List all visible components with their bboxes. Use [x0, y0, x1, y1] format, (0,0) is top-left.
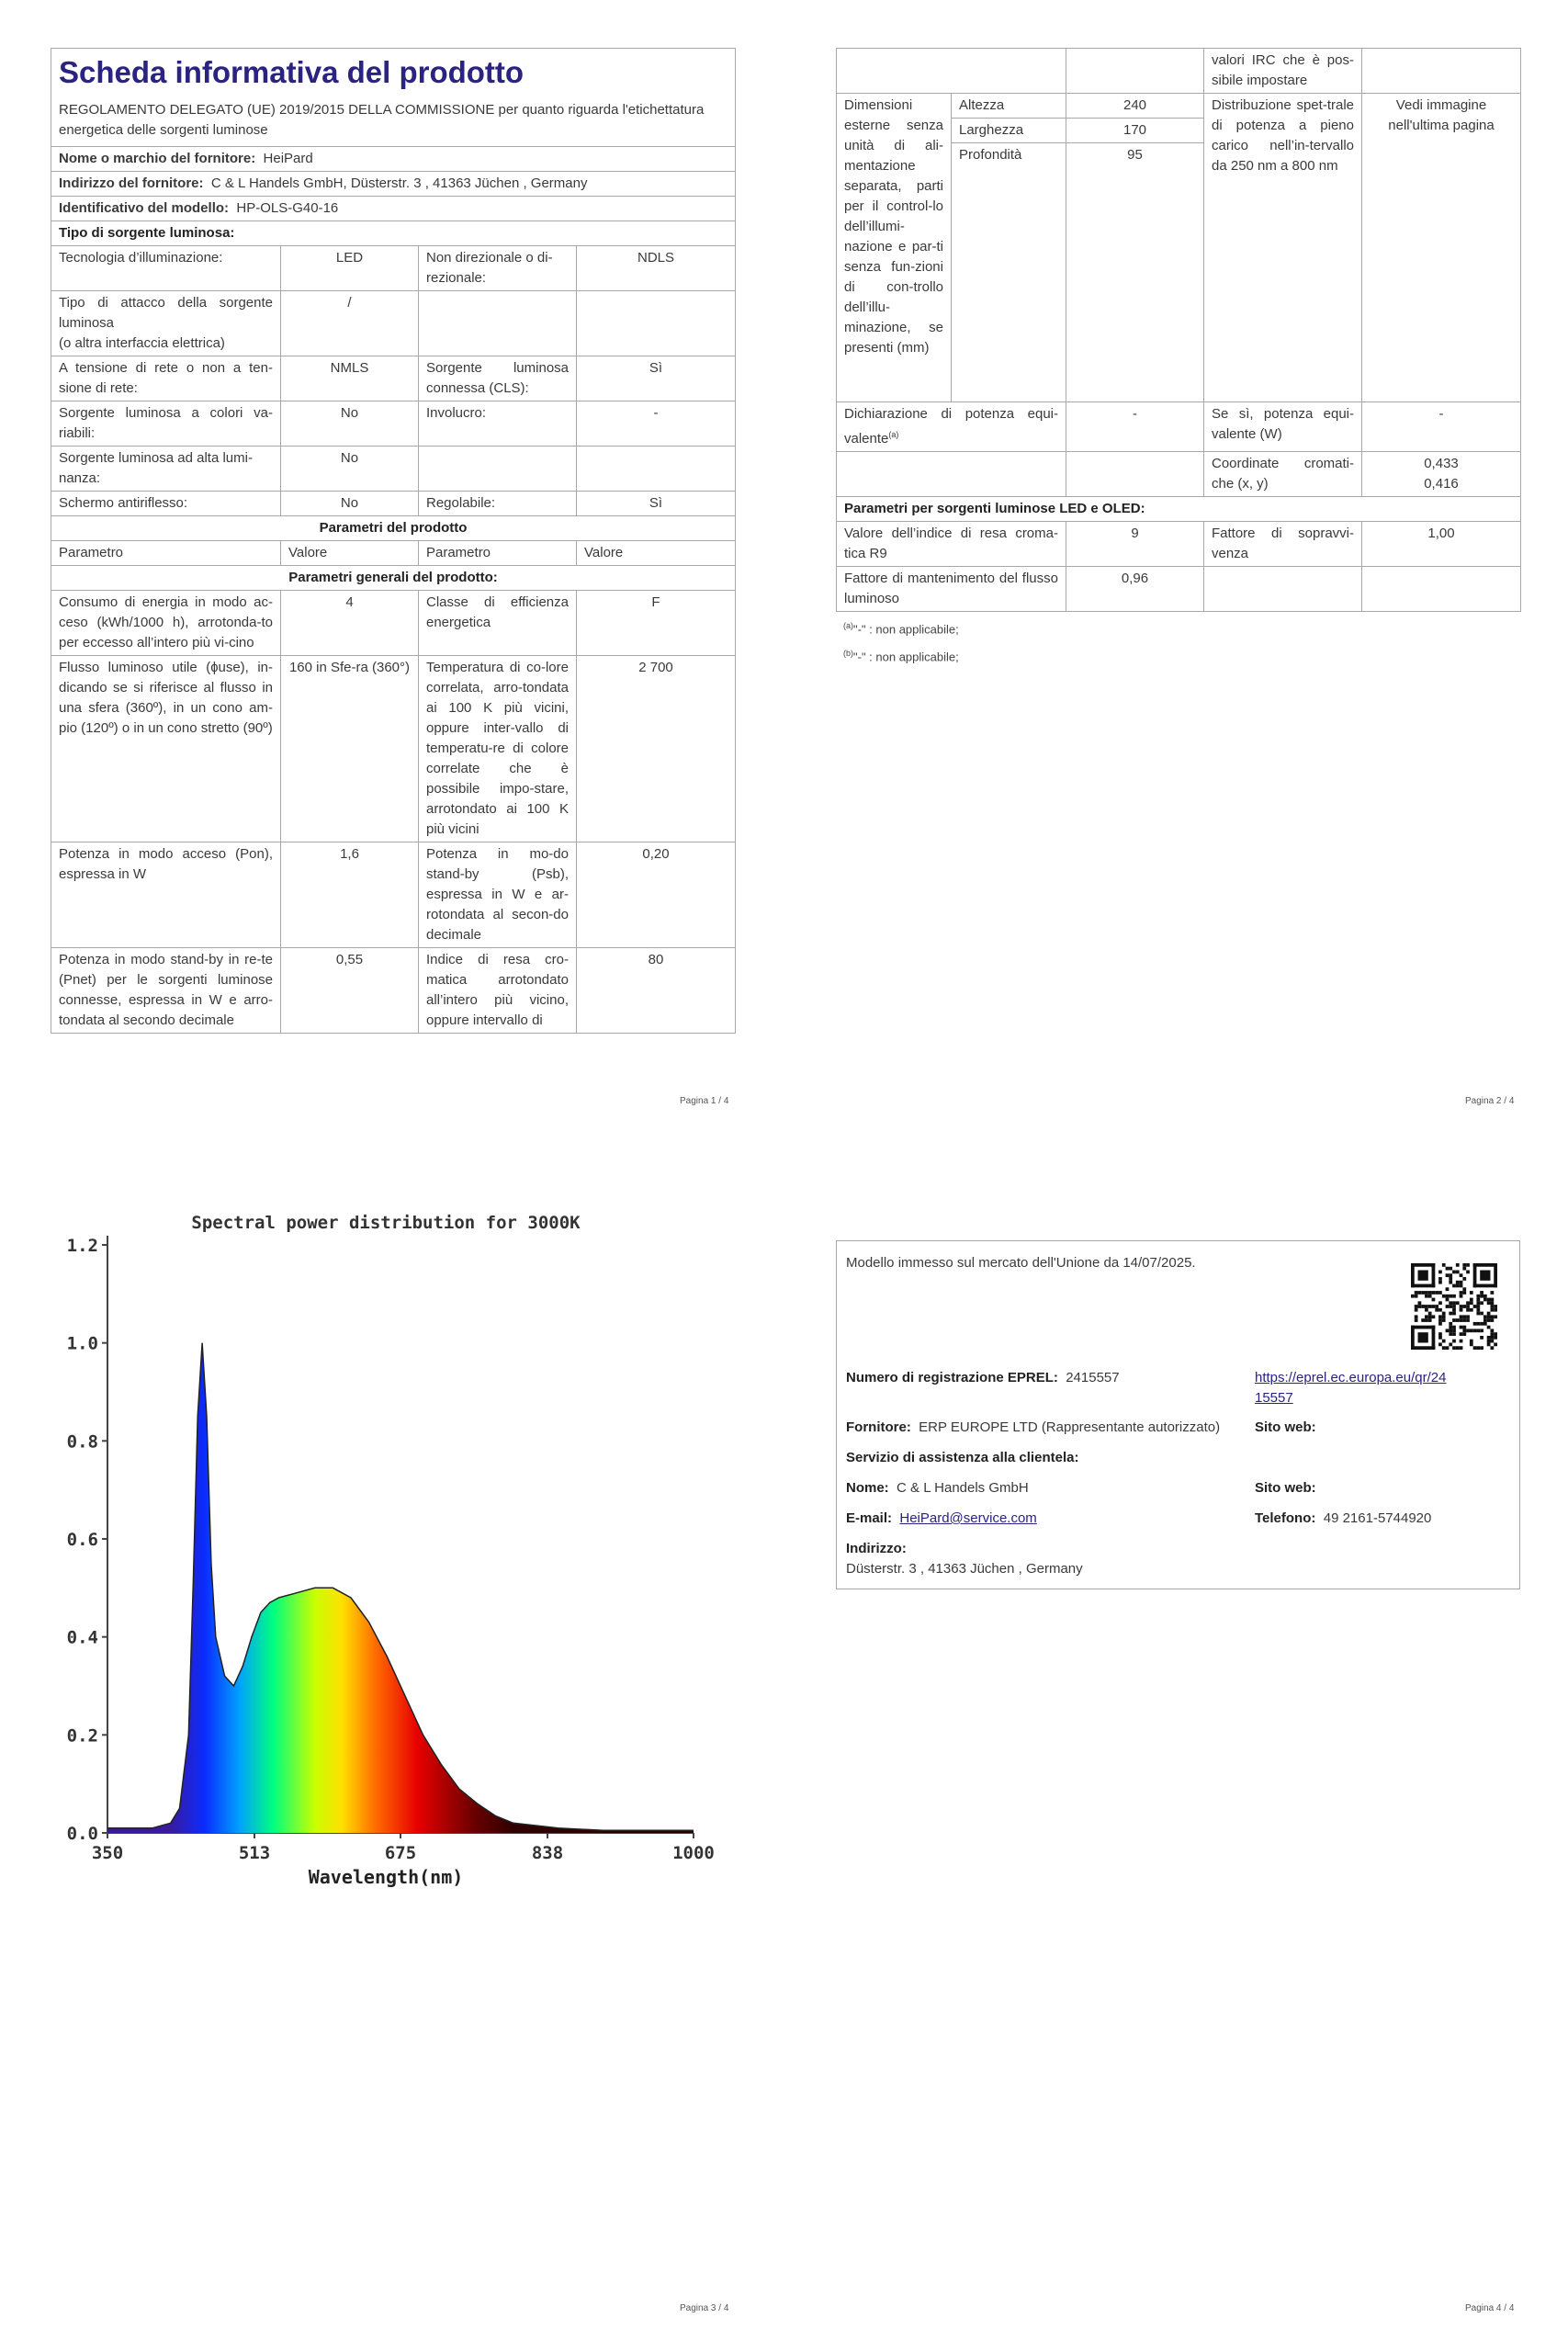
x-tick-label: 350 — [91, 1843, 124, 1863]
light-source-type-label: Tipo di sorgente luminosa: — [51, 221, 736, 246]
y-tick-label: 1.2 — [66, 1236, 98, 1256]
address-label: Indirizzo: — [846, 1541, 907, 1556]
value-cell: 160 in Sfe-ra (360°) — [281, 656, 419, 842]
param-cell: Sorgente luminosa a colori va-riabili: — [51, 401, 281, 447]
x-tick-label: 838 — [531, 1843, 564, 1863]
param-cell — [837, 49, 1066, 94]
page-number: Pagina 1 / 4 — [680, 1096, 729, 1106]
email-link[interactable]: HeiPard@service.com — [899, 1510, 1037, 1526]
footnote-ref: (a) — [888, 430, 899, 439]
service-label: Servizio di assistenza alla clientela: — [846, 1450, 1079, 1465]
page-2 — [836, 48, 1520, 670]
value-cell: NMLS — [281, 356, 419, 401]
phone-value: 49 2161-5744920 — [1323, 1510, 1432, 1526]
chromaticity-label: Coordinate cromati-che (x, y) — [1204, 452, 1362, 497]
param-cell — [419, 291, 577, 356]
led-params-header: Parametri per sorgenti luminose LED e OLED: — [837, 497, 1521, 522]
value-cell: 0,96 — [1066, 567, 1204, 612]
eprel-link[interactable] — [1255, 1368, 1446, 1408]
param-cell: A tensione di rete o non a ten-sione di rete: — [51, 356, 281, 401]
page-3 — [51, 1208, 735, 1925]
table-row — [51, 291, 736, 356]
supplier-address: C & L Handels GmbH, Düsterstr. 3 , 41363 Jüchen , Germany — [210, 175, 588, 191]
y-tick-label: 0.0 — [66, 1824, 98, 1844]
dimension-name: Larghezza — [952, 119, 1066, 143]
value-cell — [1066, 49, 1204, 94]
param-text-2: (o altra interfaccia elettrica) — [59, 335, 225, 351]
website2-row — [1255, 1478, 1316, 1498]
chromaticity-x: 0,433 — [1424, 456, 1459, 471]
param-cell: Potenza in mo-do stand-by (Psb), espressa in W e ar-rotondata al secon-do decimale — [419, 842, 577, 948]
eprel-number: 2415557 — [1066, 1370, 1120, 1385]
y-tick-label: 0.2 — [66, 1725, 98, 1747]
table-row — [51, 842, 736, 948]
eprel-row — [846, 1368, 1120, 1388]
x-tick-label: 1000 — [672, 1843, 715, 1863]
email-row — [846, 1509, 1037, 1529]
value-cell: NDLS — [577, 246, 736, 291]
value-cell: 1,6 — [281, 842, 419, 948]
page-1 — [51, 48, 735, 1034]
param-cell — [51, 291, 281, 356]
supplier-name-row — [51, 147, 736, 172]
page-4-box — [836, 1240, 1520, 1589]
dimension-value: 170 — [1066, 119, 1204, 143]
supplier-row — [846, 1418, 1220, 1438]
value-cell: LED — [281, 246, 419, 291]
x-axis-label: Wavelength(nm) — [308, 1866, 464, 1888]
equivalent-power-label — [837, 402, 1066, 452]
website-row — [1255, 1418, 1316, 1438]
param-cell: Valore dell’indice di resa croma-tica R9 — [837, 522, 1066, 567]
param-cell: Consumo di energia in modo ac-ceso (kWh/1000 h), arrotonda-to per eccesso all’intero più vi-cino — [51, 591, 281, 656]
value-cell: 4 — [281, 591, 419, 656]
value-cell — [577, 291, 736, 356]
y-tick-label: 0.4 — [66, 1627, 98, 1648]
address-value: Düsterstr. 3 , 41363 Jüchen , Germany — [846, 1561, 1083, 1577]
param-cell: Sorgente luminosa connessa (CLS): — [419, 356, 577, 401]
value-cell: 2 700 — [577, 656, 736, 842]
table-row — [837, 49, 1521, 94]
value-cell: 1,00 — [1362, 522, 1521, 567]
supplier-name: HeiPard — [263, 151, 313, 166]
x-tick-label: 513 — [238, 1843, 271, 1863]
param-cell: Se sì, potenza equi-valente (W) — [1204, 402, 1362, 452]
email-label: E-mail: — [846, 1510, 893, 1526]
param-cell: Indice di resa cro-matica arrotondato all’intero più vicino, oppure intervallo di — [419, 948, 577, 1034]
param-cell: Flusso luminoso utile (ɸuse), in-dicando se si riferisce al flusso in una sfera (360º), in un cono am-pio (120º) o in un cono stretto (90º) — [51, 656, 281, 842]
page-number: Pagina 2 / 4 — [1465, 1096, 1515, 1106]
value-cell: No — [281, 492, 419, 516]
param-cell: Involucro: — [419, 401, 577, 447]
column-header: Parametro — [51, 541, 281, 566]
table-row — [51, 401, 736, 447]
name-value: C & L Handels GmbH — [897, 1480, 1029, 1496]
chromaticity-value — [1362, 452, 1521, 497]
param-cell: Potenza in modo acceso (Pon), espressa in W — [51, 842, 281, 948]
name-label: Nome: — [846, 1480, 889, 1496]
dimension-value: 240 — [1066, 94, 1204, 119]
value-cell: F — [577, 591, 736, 656]
market-text: Modello immesso sul mercato dell'Unione da 14/07/2025. — [846, 1255, 1196, 1271]
page-title: Scheda informativa del prodotto — [59, 55, 525, 89]
dimension-value: 95 — [1066, 143, 1204, 402]
spectral-distribution-label: Distribuzione spet-trale di potenza a pieno carico nell’in-tervallo da 250 nm a 800 nm — [1204, 94, 1362, 402]
x-tick-label: 675 — [384, 1843, 417, 1863]
spectral-power-chart — [51, 1208, 735, 1925]
regulation-subtitle: REGOLAMENTO DELEGATO (UE) 2019/2015 DELLA COMMISSIONE per quanto riguarda l'etichettatura energetica delle sorgenti luminose — [59, 102, 705, 138]
param-text: Tipo di attacco della sorgente luminosa — [59, 295, 273, 331]
model-id-row — [51, 197, 736, 221]
value-cell: No — [281, 447, 419, 492]
y-tick-label: 0.6 — [66, 1530, 98, 1550]
page-number: Pagina 4 / 4 — [1465, 2303, 1515, 2313]
equivalent-power-text: Dichiarazione di potenza equi-valente — [844, 406, 1058, 447]
table-row — [51, 492, 736, 516]
model-id-label: Identificativo del modello: — [59, 200, 230, 216]
table-row — [51, 656, 736, 842]
value-cell: Sì — [577, 492, 736, 516]
general-params-header: Parametri generali del prodotto: — [51, 566, 736, 591]
table-row — [51, 447, 736, 492]
param-cell: Classe di efficienza energetica — [419, 591, 577, 656]
param-cell: Sorgente luminosa ad alta lumi-nanza: — [51, 447, 281, 492]
dimensions-label: Dimensioni esterne senza unità di ali-mentazione separata, parti per il control-lo dell’illumi-nazione e par-ti senza fun-zioni di con-trollo dell’illu-minazione, se presenti (mm) — [837, 94, 952, 402]
value-cell: Sì — [577, 356, 736, 401]
eprel-link-line2[interactable]: 15557 — [1255, 1390, 1293, 1406]
param-cell: Schermo antiriflesso: — [51, 492, 281, 516]
page-number: Pagina 3 / 4 — [680, 2303, 729, 2313]
product-info-table — [51, 48, 736, 1034]
supplier-address-label: Indirizzo del fornitore: — [59, 175, 204, 191]
param-cell: Regolabile: — [419, 492, 577, 516]
value-cell: - — [1362, 402, 1521, 452]
table-row — [837, 522, 1521, 567]
value-cell: No — [281, 401, 419, 447]
param-cell — [1204, 567, 1362, 612]
table-row — [837, 402, 1521, 452]
website-label: Sito web: — [1255, 1419, 1316, 1435]
param-cell: Fattore di mantenimento del flusso luminoso — [837, 567, 1066, 612]
value-cell — [1066, 452, 1204, 497]
value-cell: 0,20 — [577, 842, 736, 948]
table-row — [51, 948, 736, 1034]
value-cell: 0,55 — [281, 948, 419, 1034]
model-id: HP-OLS-G40-16 — [236, 200, 339, 216]
footnote-b-text: "-" : non applicabile; — [853, 650, 959, 664]
param-cell: Potenza in modo stand-by in re-te (Pnet) per le sorgenti luminose connesse, espressa in W e arro-tondata al secondo decimale — [51, 948, 281, 1034]
param-cell — [837, 452, 1066, 497]
column-header-row — [51, 541, 736, 566]
y-tick-label: 0.8 — [66, 1431, 98, 1453]
table-row — [837, 567, 1521, 612]
param-cell: Fattore di sopravvi-venza — [1204, 522, 1362, 567]
service-row — [846, 1448, 1078, 1468]
eprel-label: Numero di registrazione EPREL: — [846, 1370, 1058, 1385]
spectrum-fill — [107, 1245, 694, 1833]
supplier-address-row — [51, 172, 736, 197]
value-cell: - — [1066, 402, 1204, 452]
phone-label: Telefono: — [1255, 1510, 1316, 1526]
footnote-a — [843, 614, 1520, 641]
eprel-link-line1[interactable]: https://eprel.ec.europa.eu/qr/24 — [1255, 1370, 1447, 1385]
spectral-distribution-value: Vedi immagine nell'ultima pagina — [1362, 94, 1521, 402]
dimension-name: Altezza — [952, 94, 1066, 119]
table-row — [837, 452, 1521, 497]
footnote-a-mark: (a) — [843, 621, 853, 630]
product-info-table-cont — [836, 48, 1521, 612]
supplier-value: ERP EUROPE LTD (Rappresentante autorizzato) — [919, 1419, 1221, 1435]
column-header: Valore — [577, 541, 736, 566]
supplier-name-label: Nome o marchio del fornitore: — [59, 151, 256, 166]
value-cell — [1362, 49, 1521, 94]
footnotes — [836, 614, 1520, 670]
chromaticity-y: 0,416 — [1424, 476, 1459, 492]
product-params-header: Parametri del prodotto — [51, 516, 736, 541]
table-row — [51, 591, 736, 656]
value-cell: 9 — [1066, 522, 1204, 567]
value-cell: / — [281, 291, 419, 356]
title-cell — [51, 49, 736, 147]
param-cell: Temperatura di co-lore correlata, arro-tondata ai 100 K più vicini, oppure inter-vallo di temperatu-re di colore correlate che è possibile impo-stare, arrotondato ai 100 K più vicini — [419, 656, 577, 842]
table-row — [51, 246, 736, 291]
param-cell: valori IRC che è pos-sibile impostare — [1204, 49, 1362, 94]
value-cell — [577, 447, 736, 492]
supplier-label: Fornitore: — [846, 1419, 911, 1435]
footnote-a-text: "-" : non applicabile; — [853, 622, 959, 637]
value-cell: - — [577, 401, 736, 447]
param-cell: Tecnologia d’illuminazione: — [51, 246, 281, 291]
phone-row — [1255, 1509, 1431, 1529]
qr-code-icon — [1411, 1263, 1497, 1350]
footnote-b — [843, 641, 1520, 669]
table-row — [51, 356, 736, 401]
y-tick-label: 1.0 — [66, 1333, 98, 1354]
param-cell: Non direzionale o di-rezionale: — [419, 246, 577, 291]
address-row — [846, 1539, 1083, 1579]
footnote-b-mark: (b) — [843, 649, 853, 659]
dimension-name: Profondità — [952, 143, 1066, 402]
param-cell — [419, 447, 577, 492]
value-cell: 80 — [577, 948, 736, 1034]
value-cell — [1362, 567, 1521, 612]
name-row — [846, 1478, 1029, 1498]
chart-title: Spectral power distribution for 3000K — [191, 1213, 581, 1233]
column-header: Parametro — [419, 541, 577, 566]
table-row — [837, 94, 1521, 119]
column-header: Valore — [281, 541, 419, 566]
website2-label: Sito web: — [1255, 1480, 1316, 1496]
